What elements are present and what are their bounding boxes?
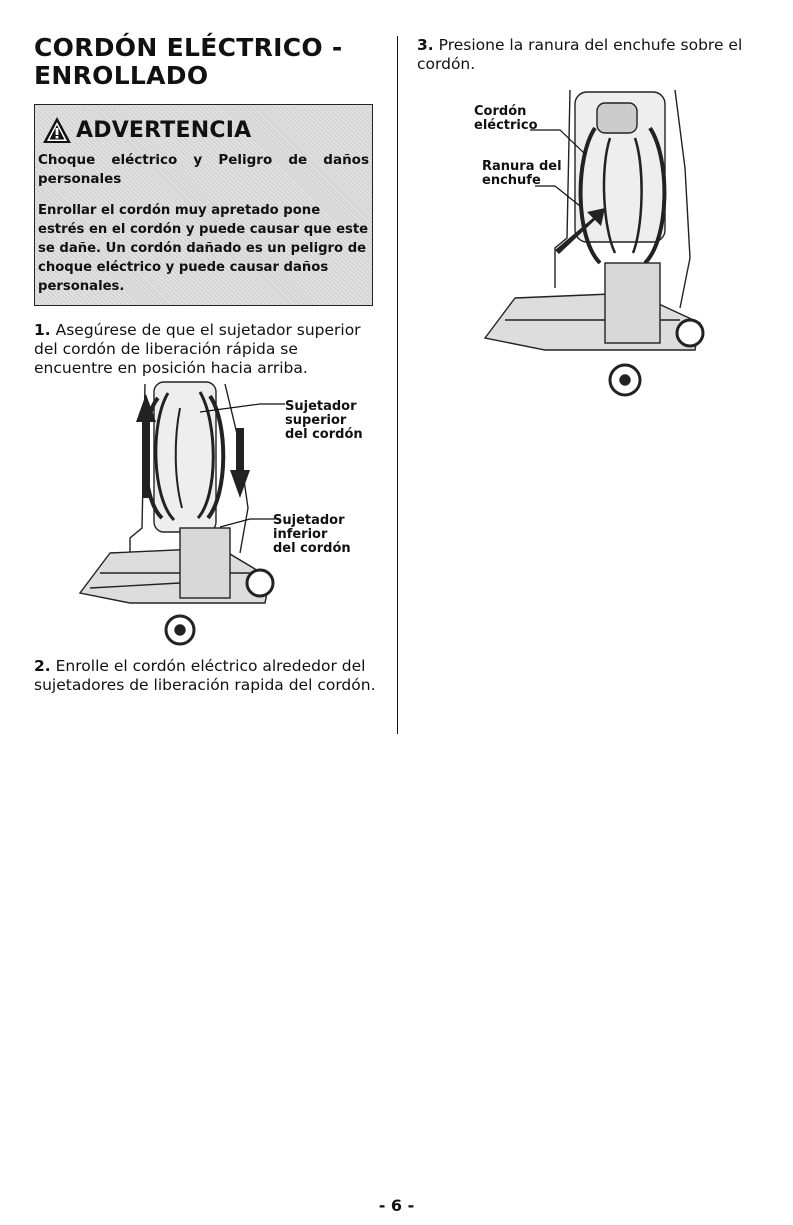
callout-line: Sujetador bbox=[285, 399, 357, 414]
step-1 bbox=[34, 321, 374, 378]
leader-line-upper bbox=[200, 398, 290, 418]
step-number: 1. bbox=[34, 321, 51, 339]
callout-line: Sujetador bbox=[273, 513, 345, 528]
column-divider bbox=[397, 36, 398, 734]
callout-line: eléctrico bbox=[474, 118, 538, 133]
leader-line-lower bbox=[220, 515, 280, 535]
page-title-line-1: CORDÓN ELÉCTRICO - bbox=[34, 33, 343, 62]
warning-triangle-icon bbox=[42, 116, 72, 144]
step-3 bbox=[417, 36, 767, 74]
step-text: Asegúrese de que el sujetador superior del cordón de liberación rápida se encuentre en posición hacia arriba. bbox=[34, 321, 361, 377]
callout-upper-clip bbox=[285, 400, 363, 442]
vacuum-cord-wrap-illustration bbox=[70, 378, 280, 648]
callout-lower-clip bbox=[273, 514, 351, 556]
step-text: Presione la ranura del enchufe sobre el cordón. bbox=[417, 36, 743, 73]
callout-line: inferior bbox=[273, 527, 328, 542]
callout-line: enchufe bbox=[482, 173, 541, 188]
warning-box bbox=[34, 104, 373, 306]
page-title-line-2: ENROLLADO bbox=[34, 61, 209, 90]
callout-line: Ranura del bbox=[482, 159, 562, 174]
leader-line-slot bbox=[535, 172, 585, 212]
step-number: 3. bbox=[417, 36, 434, 54]
step-2 bbox=[34, 657, 379, 695]
warning-body: Enrollar el cordón muy apretado pone estrés en el cordón y puede causar que este se dañe. Un cordón dañado es un peligro de choque eléctrico y puede causar daños personales. bbox=[38, 203, 369, 294]
leader-line-cord bbox=[530, 118, 590, 158]
callout-line: Cordón bbox=[474, 104, 527, 119]
callout-line: superior bbox=[285, 413, 347, 428]
step-text: Enrolle el cordón eléctrico alrededor del sujetadores de liberación rapida del cordón. bbox=[34, 657, 376, 694]
page-title bbox=[34, 34, 364, 90]
warning-heading: ADVERTENCIA bbox=[76, 117, 252, 143]
callout-line: del cordón bbox=[273, 541, 351, 556]
callout-power-cord bbox=[474, 105, 538, 133]
page-number: - 6 - bbox=[378, 1196, 415, 1215]
callout-line: del cordón bbox=[285, 427, 363, 442]
warning-subheading: Choque eléctrico y Peligro de daños personales bbox=[38, 152, 369, 187]
vacuum-plug-slot-illustration bbox=[475, 88, 710, 408]
step-number: 2. bbox=[34, 657, 51, 675]
warning-header bbox=[42, 113, 369, 147]
